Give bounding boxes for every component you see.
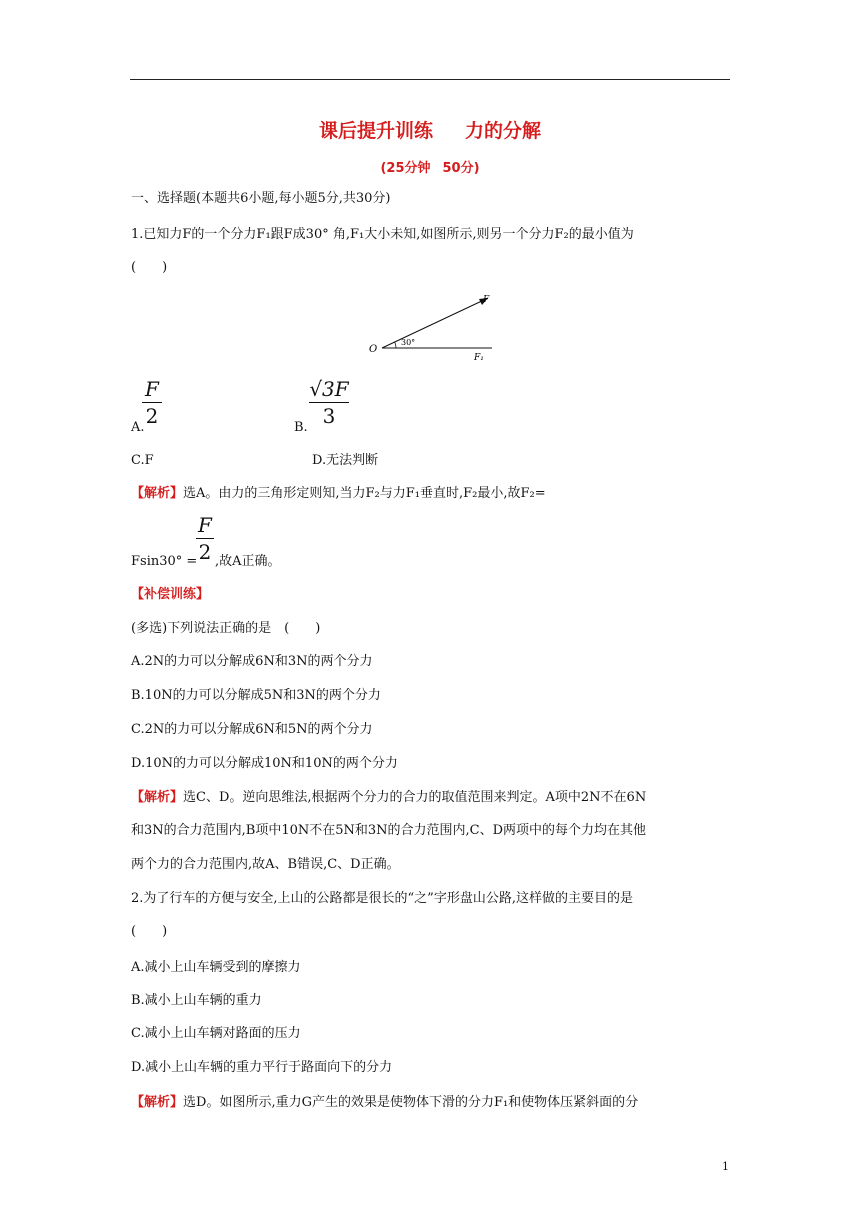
- q1-analysis-line1: [131, 485, 546, 503]
- frac-numerator: F: [198, 513, 212, 537]
- supplement-analysis-line1: [131, 789, 646, 807]
- analysis-text: 选A。由力的三角形定则知,当力F₂与力F₁垂直时,F₂最小,故F₂=: [183, 486, 546, 501]
- label-f1: F₁: [474, 353, 484, 363]
- title-topic: 力的分解: [465, 120, 542, 142]
- subtitle-score: 50分): [442, 161, 480, 176]
- q2-option-b: B.减小上山车辆的重力: [131, 993, 262, 1008]
- frac-bar: [196, 538, 214, 539]
- q1-option-a-prefix: A.: [131, 420, 145, 435]
- page-subtitle: [0, 157, 860, 176]
- angle-arc: [395, 342, 396, 348]
- f-vector-line: [382, 299, 486, 348]
- force-diagram: [364, 286, 504, 366]
- frac-bar: [142, 402, 162, 403]
- q1-option-a-fraction: [142, 378, 162, 427]
- q1-option-c: C.F: [131, 453, 154, 468]
- q1-stem-line2: ( ): [131, 260, 168, 275]
- label-angle: 30°: [401, 338, 416, 347]
- supplement-heading: 【补偿训练】: [131, 587, 210, 602]
- supplement-option-b: B.10N的力可以分解成5N和3N的两个分力: [131, 688, 381, 703]
- q1-option-b-prefix: B.: [294, 420, 308, 435]
- q1-analysis-fraction: [196, 514, 214, 563]
- supplement-analysis-line2: 和3N的合力范围内,B项中10N不在5N和3N的合力范围内,C、D两项中的每个力均在其他: [131, 823, 647, 838]
- q2-option-c: C.减小上山车辆对路面的压力: [131, 1026, 301, 1041]
- q1-option-d: D.无法判断: [312, 453, 379, 468]
- frac-denominator: 3: [322, 404, 336, 428]
- q2-analysis-line1: [131, 1094, 638, 1112]
- supplement-option-d: D.10N的力可以分解成10N和10N的两个分力: [131, 756, 398, 771]
- q2-option-d: D.减小上山车辆的重力平行于路面向下的分力: [131, 1060, 393, 1075]
- q1-analysis-line2-post: ,故A正确。: [215, 554, 281, 569]
- supplement-stem: (多选)下列说法正确的是 ( ): [131, 621, 321, 636]
- title-main: 课后提升训练: [318, 120, 433, 142]
- frac-bar: [309, 402, 349, 403]
- analysis-tag: 【解析】: [131, 1095, 184, 1110]
- page-title: [0, 116, 860, 143]
- analysis-tag: 【解析】: [131, 790, 184, 805]
- q2-option-a: A.减小上山车辆受到的摩擦力: [131, 960, 301, 975]
- q2-stem-line2: ( ): [131, 924, 168, 939]
- analysis-text: 选D。如图所示,重力G产生的效果是使物体下滑的分力F₁和使物体压紧斜面的分: [183, 1095, 639, 1110]
- subtitle-time: (25分钟: [380, 161, 431, 176]
- page-number: 1: [722, 1160, 729, 1173]
- frac-denominator: 2: [145, 404, 159, 428]
- analysis-text: 选C、D。逆向思维法,根据两个分力的合力的取值范围来判定。A项中2N不在6N: [183, 790, 647, 805]
- frac-numerator: √3F: [309, 377, 349, 401]
- label-f: F: [483, 295, 490, 305]
- header-rule: [130, 79, 730, 80]
- analysis-tag: 【解析】: [131, 486, 184, 501]
- supplement-option-c: C.2N的力可以分解成6N和5N的两个分力: [131, 722, 373, 737]
- q1-stem-line1: 1.已知力F的一个分力F₁跟F成30° 角,F₁大小未知,如图所示,则另一个分力F₂的最小值为: [131, 227, 634, 242]
- q1-option-b-fraction: [309, 378, 349, 427]
- frac-numerator: F: [145, 377, 159, 401]
- q1-analysis-line2-pre: Fsin30° =: [131, 554, 198, 569]
- section-heading: 一、选择题(本题共6小题,每小题5分,共30分): [131, 191, 391, 206]
- supplement-option-a: A.2N的力可以分解成6N和3N的两个分力: [131, 654, 373, 669]
- supplement-analysis-line3: 两个力的合力范围内,故A、B错误,C、D正确。: [131, 857, 400, 872]
- q2-stem-line1: 2.为了行车的方便与安全,上山的公路都是很长的“之”字形盘山公路,这样做的主要目的是: [131, 891, 633, 906]
- frac-denominator: 2: [198, 540, 212, 564]
- label-o: O: [369, 344, 378, 355]
